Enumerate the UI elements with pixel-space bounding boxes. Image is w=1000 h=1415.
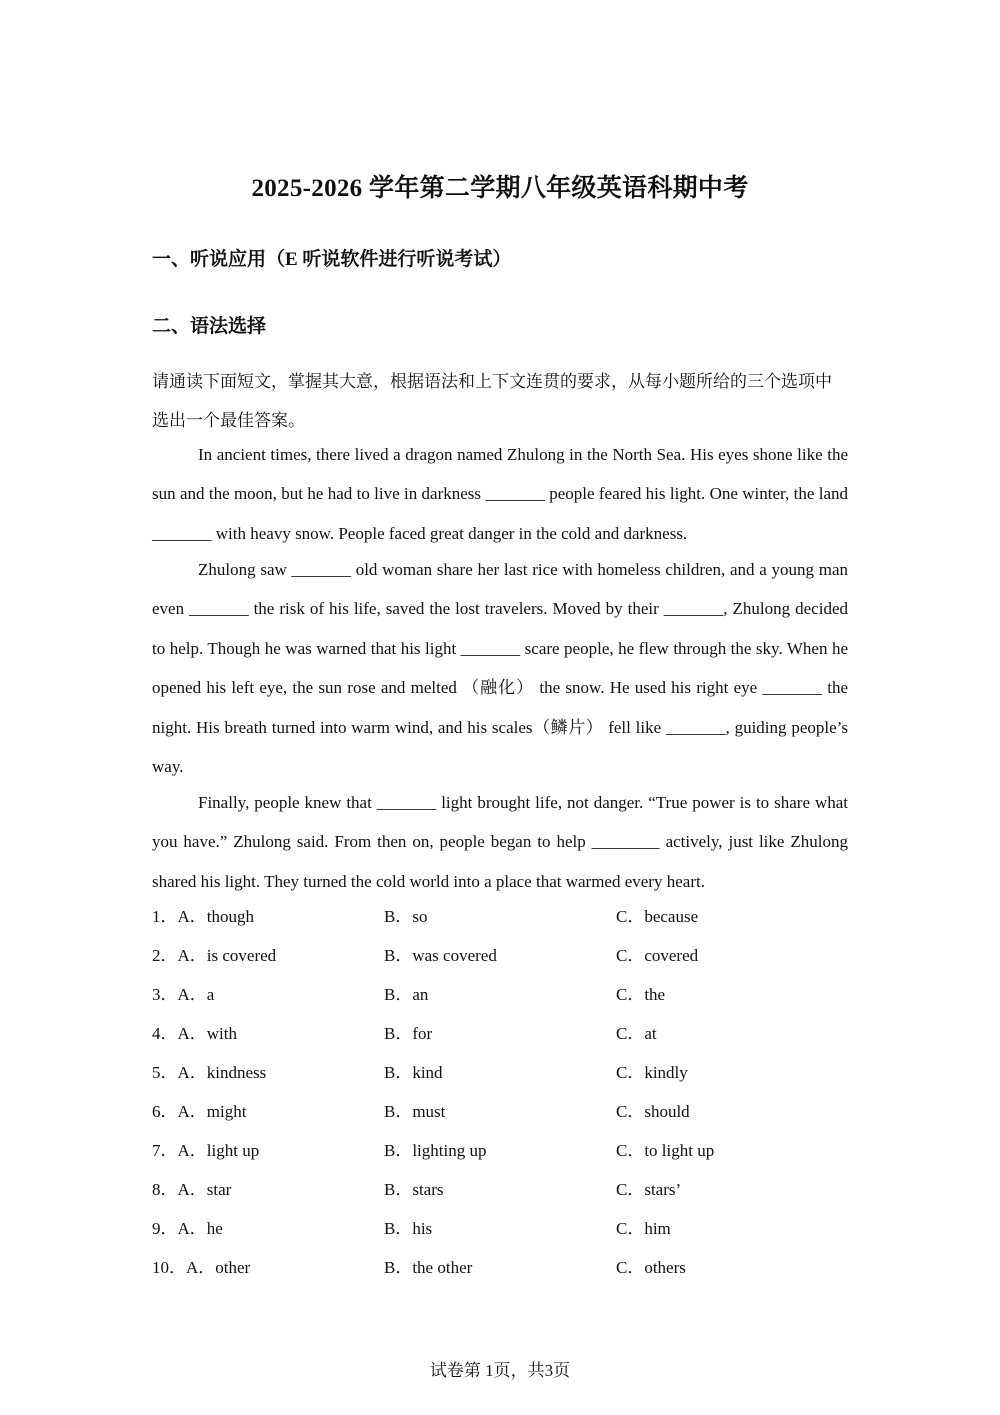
option-a: 3．A．a: [152, 985, 215, 1004]
option-b: B．the other: [384, 1258, 473, 1277]
option-c: C．at: [616, 1024, 657, 1043]
option-c: C．others: [616, 1258, 686, 1277]
option-c: C．him: [616, 1219, 671, 1238]
option-b: B．kind: [384, 1063, 443, 1082]
question-row: [152, 1253, 848, 1292]
option-c: C．the: [616, 985, 666, 1004]
passage-paragraph-2: Zhulong saw _______ old woman share her last rice with homeless children, and a young man even _______ the risk of his life, saved the lost travelers. Moved by their _______, Zhulong decided to help. Though he was warned that his light _______ scare people, he flew through the sky. When he opened his left eye, the sun rose and melted （融化） the snow. He used his right eye _______ the night. His breath turned into warm wind, and his scales（鳞片） fell like _______, guiding people’s way.: [152, 560, 848, 777]
option-a: 7．A．light up: [152, 1141, 260, 1160]
option-a: 6．A．might: [152, 1102, 247, 1121]
section-heading-grammar: 二、语法选择: [152, 316, 267, 337]
question-row: [152, 980, 848, 1019]
grammar-instruction: 请通读下面短文，掌握其大意，根据语法和上下文连贯的要求，从每小题所给的三个选项中选出一个最佳答案。: [152, 372, 832, 430]
option-a: 10．A．other: [152, 1258, 251, 1277]
question-row: [152, 1019, 848, 1058]
option-a: 1．A．though: [152, 907, 254, 926]
question-row: [152, 1136, 848, 1175]
question-row: [152, 941, 848, 980]
option-c: C．stars’: [616, 1180, 682, 1199]
option-c: C．covered: [616, 946, 699, 965]
option-c: C．should: [616, 1102, 690, 1121]
option-a: 5．A．kindness: [152, 1063, 267, 1082]
option-c: C．kindly: [616, 1063, 688, 1082]
option-c: C．to light up: [616, 1141, 715, 1160]
option-c: C．because: [616, 907, 699, 926]
option-a: 2．A．is covered: [152, 946, 277, 965]
option-b: B．must: [384, 1102, 446, 1121]
question-row: [152, 902, 848, 941]
option-b: B．for: [384, 1024, 433, 1043]
section-heading-listening: 一、听说应用（E 听说软件进行听说考试）: [152, 249, 512, 270]
page-footer: 试卷第 1页，共3页: [429, 1361, 571, 1380]
passage-paragraph-1: In ancient times, there lived a dragon named Zhulong in the North Sea. His eyes shone like the sun and the moon, but he had to live in darkness _______ people feared his light. One winter, the land _______ with heavy snow. People faced great danger in the cold and darkness.: [152, 445, 848, 543]
exam-title: 2025-2026 学年第二学期八年级英语科期中考: [251, 175, 749, 202]
option-b: B．so: [384, 907, 428, 926]
option-b: B．an: [384, 985, 429, 1004]
options-list: [152, 902, 848, 1292]
option-a: 9．A．he: [152, 1219, 223, 1238]
question-row: [152, 1175, 848, 1214]
option-a: 8．A．star: [152, 1180, 232, 1199]
question-row: [152, 1097, 848, 1136]
option-b: B．stars: [384, 1180, 444, 1199]
option-b: B．was covered: [384, 946, 497, 965]
option-b: B．lighting up: [384, 1141, 487, 1160]
question-row: [152, 1214, 848, 1253]
question-row: [152, 1058, 848, 1097]
option-a: 4．A．with: [152, 1024, 237, 1043]
passage-paragraph-3: Finally, people knew that _______ light brought life, not danger. “True power is to share what you have.” Zhulong said. From then on, people began to help ________ actively, just like Zhulong shared his light. They turned the cold world into a place that warmed every heart.: [152, 793, 848, 891]
option-b: B．his: [384, 1219, 433, 1238]
